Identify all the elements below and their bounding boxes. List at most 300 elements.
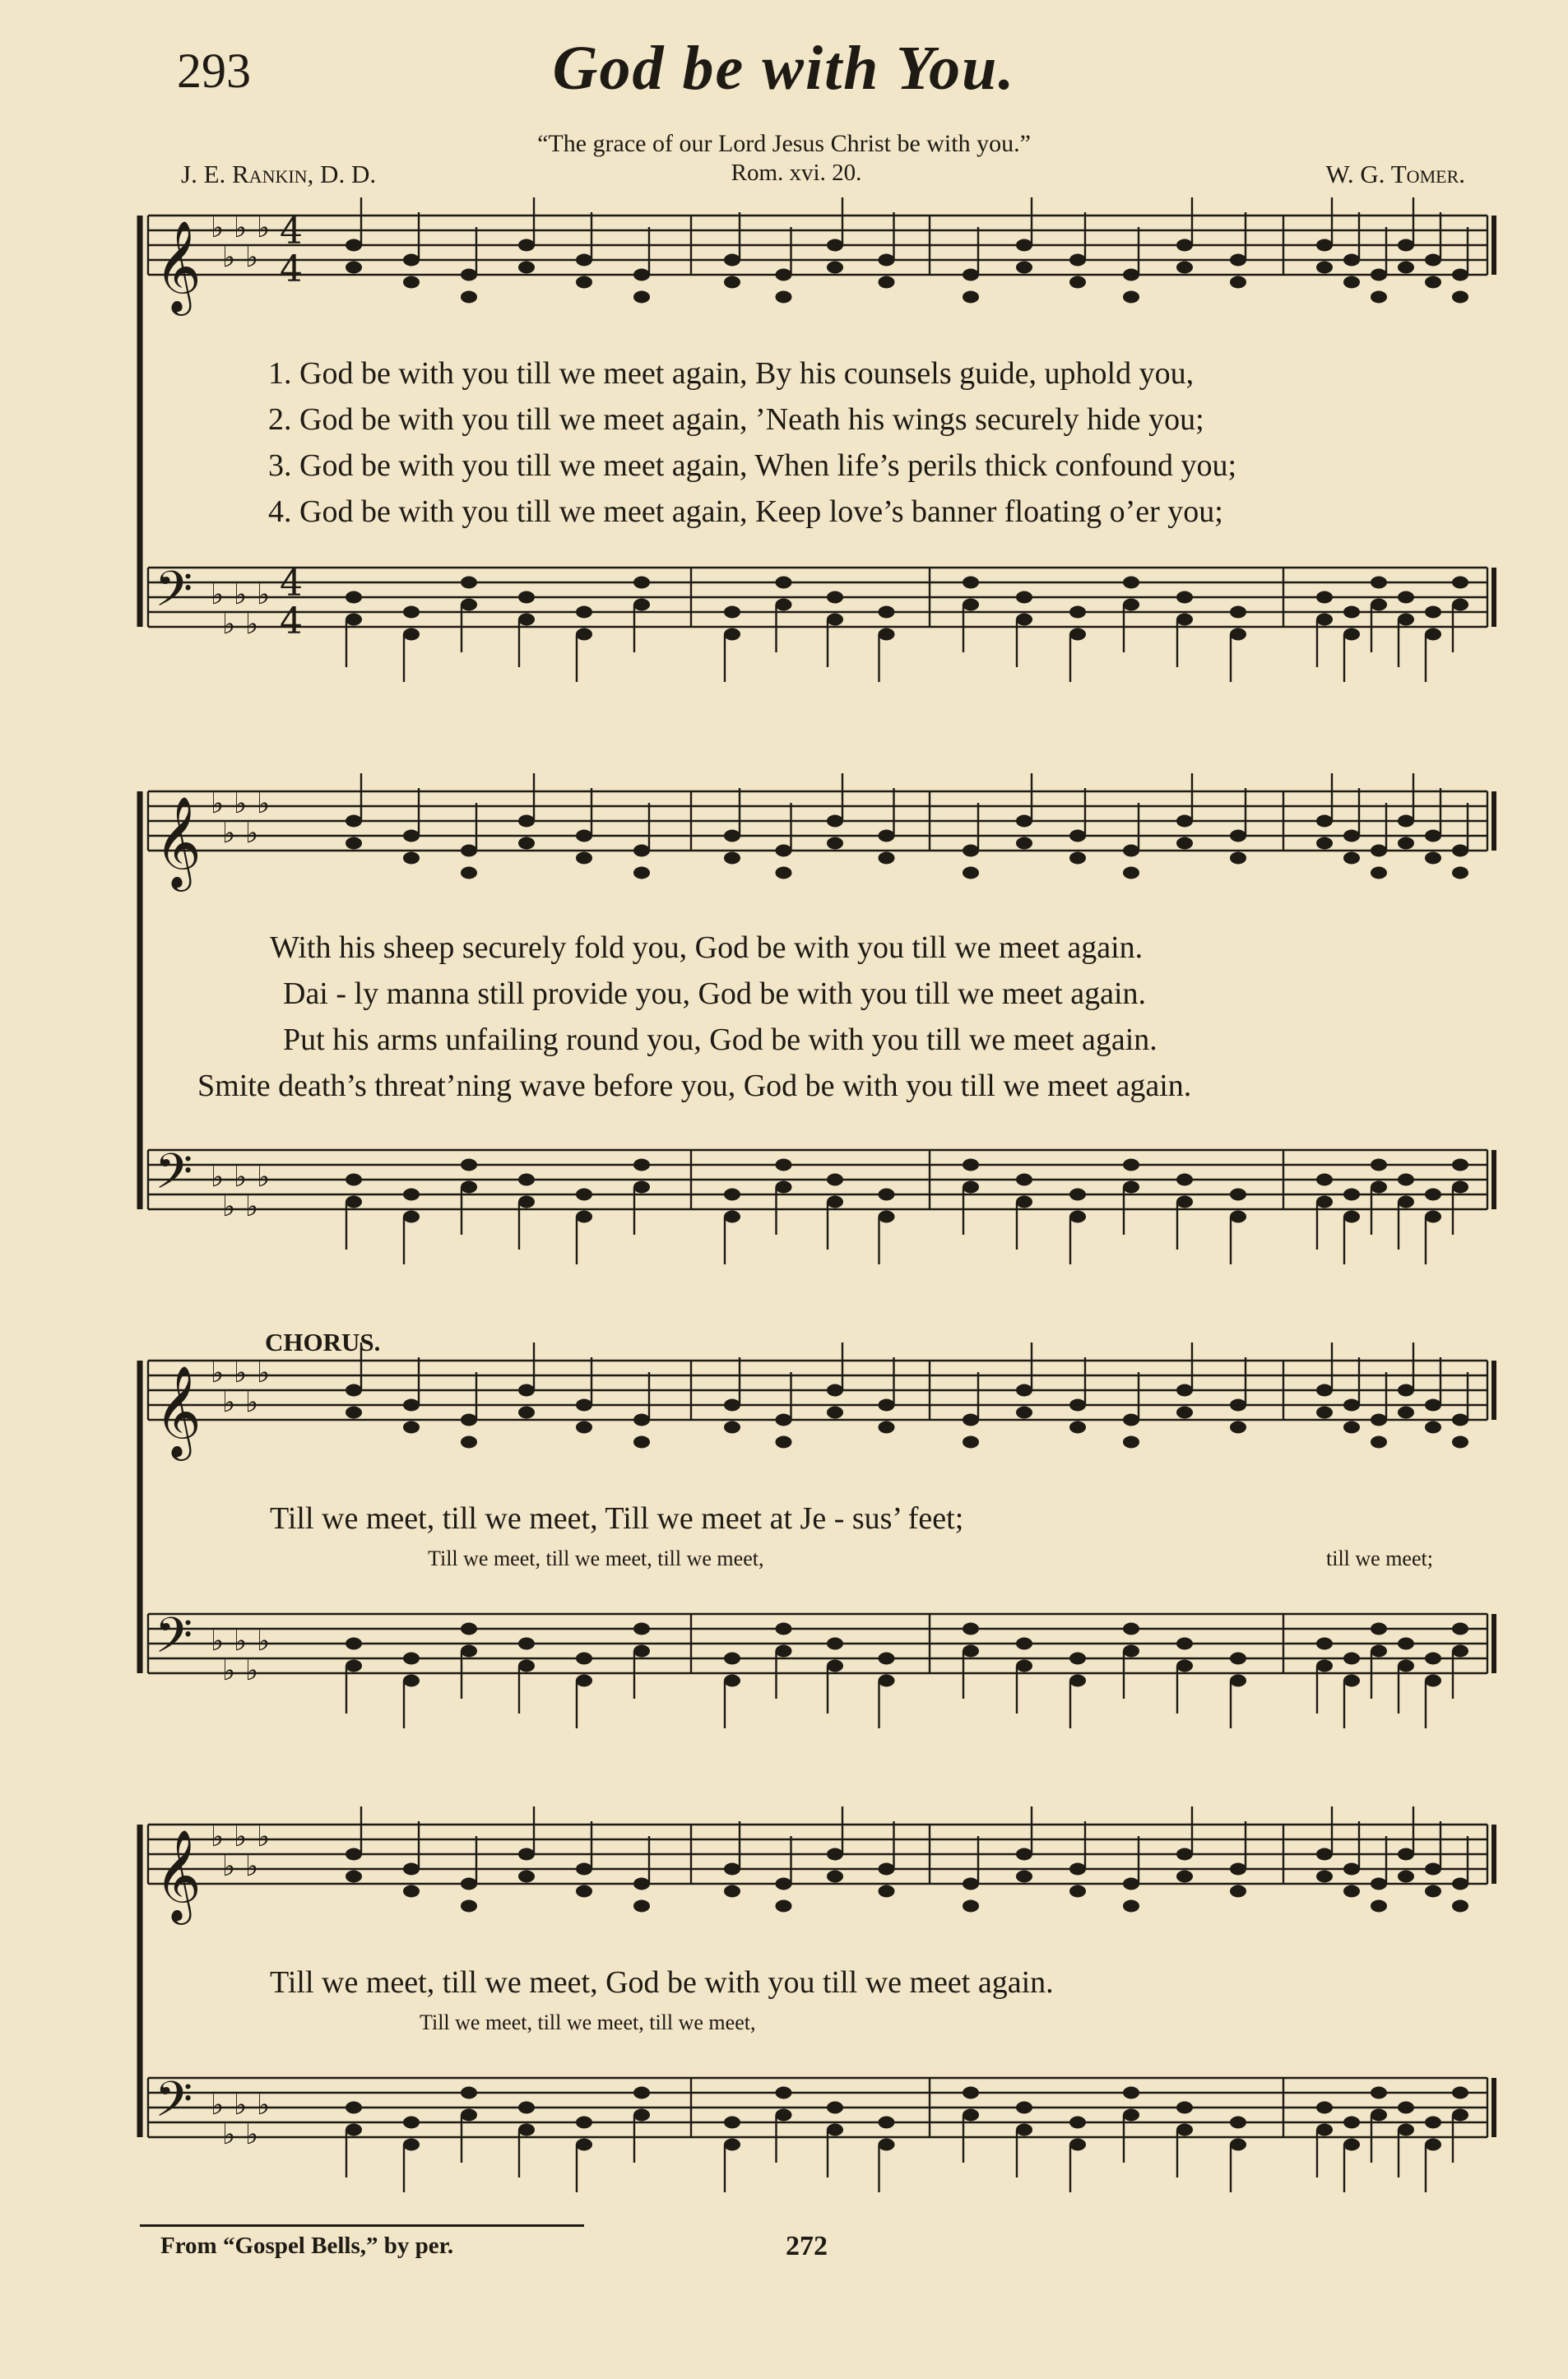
note-head bbox=[1016, 614, 1032, 626]
note-head bbox=[1452, 269, 1468, 281]
note-head bbox=[1452, 577, 1468, 589]
note-head bbox=[827, 1174, 843, 1186]
note-head bbox=[879, 1399, 895, 1412]
note-head bbox=[1016, 1638, 1032, 1650]
footer-rule bbox=[140, 2224, 584, 2227]
note-head bbox=[879, 830, 895, 842]
flat-icon: ♭ bbox=[234, 211, 248, 244]
note-head bbox=[1176, 614, 1193, 626]
note-head bbox=[346, 1384, 362, 1397]
flat-icon: ♭ bbox=[211, 1356, 225, 1389]
flat-icon: ♭ bbox=[222, 241, 236, 274]
note-head bbox=[963, 867, 979, 879]
flat-icon: ♭ bbox=[245, 1190, 259, 1223]
note-head bbox=[1016, 1196, 1032, 1208]
note-head bbox=[633, 1645, 650, 1658]
note-head bbox=[1343, 628, 1360, 641]
note-head bbox=[1343, 2139, 1360, 2151]
composer-credit: W. G. Tomer. bbox=[1325, 160, 1465, 188]
note-head bbox=[963, 1159, 979, 1171]
note-head bbox=[1316, 1407, 1333, 1419]
note-head bbox=[346, 1638, 362, 1650]
note-head bbox=[461, 577, 477, 589]
note-head bbox=[1371, 1436, 1387, 1449]
note-head bbox=[1230, 1189, 1246, 1201]
note-head bbox=[827, 837, 843, 850]
note-head bbox=[1176, 1384, 1193, 1397]
bass-clef-icon: 𝄢 bbox=[155, 560, 193, 629]
note-head bbox=[633, 1436, 650, 1449]
note-head bbox=[1425, 1421, 1441, 1434]
note-head bbox=[518, 1384, 535, 1397]
note-head bbox=[1230, 606, 1246, 619]
note-head bbox=[1371, 1878, 1387, 1890]
note-head bbox=[1371, 2087, 1387, 2099]
note-head bbox=[1343, 254, 1360, 267]
note-head bbox=[461, 269, 477, 281]
treble-clef-icon: 𝄞 bbox=[155, 795, 202, 888]
flat-icon: ♭ bbox=[257, 787, 271, 820]
note-head bbox=[576, 276, 592, 289]
note-head bbox=[1398, 1174, 1414, 1186]
note-head bbox=[724, 852, 740, 865]
time-signature-top: 4 bbox=[280, 563, 303, 605]
note-head bbox=[1123, 1436, 1139, 1449]
note-head bbox=[879, 254, 895, 267]
note-head bbox=[1425, 852, 1441, 865]
note-head bbox=[1343, 1211, 1360, 1223]
note-head bbox=[518, 1407, 535, 1419]
note-head bbox=[879, 606, 895, 619]
note-head bbox=[724, 1399, 740, 1412]
chorus-line-2: Till we meet, till we meet, God be with you till we meet again. bbox=[270, 1965, 1054, 2000]
note-head bbox=[1176, 1871, 1193, 1883]
note-head bbox=[633, 1159, 650, 1171]
note-head bbox=[1123, 291, 1139, 304]
note-head bbox=[461, 1900, 477, 1913]
note-head bbox=[776, 1436, 792, 1449]
note-head bbox=[776, 599, 792, 611]
note-head bbox=[879, 276, 895, 289]
note-head bbox=[1069, 1675, 1086, 1687]
note-head bbox=[1069, 606, 1086, 619]
note-head bbox=[346, 591, 362, 604]
note-head bbox=[963, 577, 979, 589]
note-head bbox=[879, 1675, 895, 1687]
note-head bbox=[1316, 614, 1333, 626]
note-head bbox=[346, 262, 362, 274]
note-head bbox=[518, 1660, 535, 1672]
note-head bbox=[1371, 1645, 1387, 1658]
note-head bbox=[403, 1421, 420, 1434]
note-head bbox=[576, 606, 592, 619]
note-head bbox=[403, 1653, 420, 1665]
note-head bbox=[1123, 867, 1139, 879]
flat-icon: ♭ bbox=[234, 1161, 248, 1194]
note-head bbox=[1230, 628, 1246, 641]
note-head bbox=[403, 276, 420, 289]
note-head bbox=[1123, 845, 1139, 857]
note-head bbox=[963, 599, 979, 611]
note-head bbox=[518, 1871, 535, 1883]
note-head bbox=[776, 1645, 792, 1658]
note-head bbox=[576, 830, 592, 842]
flat-icon: ♭ bbox=[222, 1850, 236, 1883]
note-head bbox=[518, 239, 535, 252]
verse-1-line-1: 1. God be with you till we meet again, By his counsels guide, uphold you, bbox=[268, 356, 1195, 391]
note-head bbox=[724, 1189, 740, 1201]
note-head bbox=[879, 1863, 895, 1876]
note-head bbox=[1316, 1871, 1333, 1883]
note-head bbox=[1452, 1436, 1468, 1449]
note-head bbox=[1371, 1181, 1387, 1194]
note-head bbox=[1398, 591, 1414, 604]
note-head bbox=[1316, 1384, 1333, 1397]
note-head bbox=[633, 1623, 650, 1635]
note-head bbox=[1371, 1159, 1387, 1171]
flat-icon: ♭ bbox=[234, 1625, 248, 1658]
note-head bbox=[576, 254, 592, 267]
note-head bbox=[1398, 614, 1414, 626]
note-head bbox=[576, 2117, 592, 2129]
note-head bbox=[518, 262, 535, 274]
note-head bbox=[1343, 606, 1360, 619]
note-head bbox=[1343, 852, 1360, 865]
flat-icon: ♭ bbox=[257, 2089, 271, 2122]
note-head bbox=[879, 1211, 895, 1223]
note-head bbox=[1452, 599, 1468, 611]
note-head bbox=[1371, 599, 1387, 611]
time-signature-top: 4 bbox=[280, 211, 303, 253]
note-head bbox=[1425, 1399, 1441, 1412]
note-head bbox=[1425, 1211, 1441, 1223]
note-head bbox=[1316, 1174, 1333, 1186]
note-head bbox=[827, 2124, 843, 2136]
note-head bbox=[879, 2117, 895, 2129]
note-head bbox=[776, 1878, 792, 1890]
treble-clef-icon: 𝄞 bbox=[155, 1829, 202, 1921]
note-head bbox=[724, 606, 740, 619]
note-head bbox=[1123, 599, 1139, 611]
flat-icon: ♭ bbox=[222, 608, 236, 641]
note-head bbox=[1069, 1189, 1086, 1201]
flat-icon: ♭ bbox=[234, 578, 248, 611]
note-head bbox=[1176, 815, 1193, 828]
note-head bbox=[963, 2087, 979, 2099]
note-head bbox=[1016, 1384, 1032, 1397]
note-head bbox=[576, 1675, 592, 1687]
note-head bbox=[1316, 837, 1333, 850]
note-head bbox=[724, 1653, 740, 1665]
note-head bbox=[518, 2102, 535, 2114]
verse-3-line-1: 3. God be with you till we meet again, When life’s perils thick confound you; bbox=[268, 448, 1237, 483]
note-head bbox=[576, 1399, 592, 1412]
note-head bbox=[1425, 1885, 1441, 1898]
note-head bbox=[1343, 1675, 1360, 1687]
note-head bbox=[1176, 1407, 1193, 1419]
note-head bbox=[1016, 1174, 1032, 1186]
note-head bbox=[724, 1211, 740, 1223]
note-head bbox=[518, 1848, 535, 1861]
note-head bbox=[1398, 239, 1414, 252]
verse-4-line-1: 4. God be with you till we meet again, Keep love’s banner floating o’er you; bbox=[268, 494, 1223, 529]
note-head bbox=[1016, 591, 1032, 604]
note-head bbox=[403, 2117, 420, 2129]
note-head bbox=[963, 1436, 979, 1449]
note-head bbox=[633, 1181, 650, 1194]
note-head bbox=[827, 1660, 843, 1672]
note-head bbox=[1343, 2117, 1360, 2129]
note-head bbox=[1398, 1384, 1414, 1397]
note-head bbox=[1398, 1660, 1414, 1672]
note-head bbox=[403, 1863, 420, 1876]
note-head bbox=[403, 1885, 420, 1898]
note-head bbox=[1230, 2117, 1246, 2129]
flat-icon: ♭ bbox=[245, 1850, 259, 1883]
note-head bbox=[1123, 1900, 1139, 1913]
note-head bbox=[1398, 2102, 1414, 2114]
flat-icon: ♭ bbox=[222, 817, 236, 850]
note-head bbox=[1316, 2124, 1333, 2136]
note-head bbox=[1176, 1196, 1193, 1208]
hymn-number: 293 bbox=[177, 44, 251, 98]
note-head bbox=[1230, 1885, 1246, 1898]
note-head bbox=[1371, 269, 1387, 281]
note-head bbox=[518, 1174, 535, 1186]
note-head bbox=[461, 867, 477, 879]
note-head bbox=[346, 614, 362, 626]
note-head bbox=[461, 845, 477, 857]
note-head bbox=[1123, 2087, 1139, 2099]
note-head bbox=[1016, 837, 1032, 850]
note-head bbox=[461, 1623, 477, 1635]
note-head bbox=[776, 2109, 792, 2122]
note-head bbox=[776, 867, 792, 879]
note-head bbox=[1016, 239, 1032, 252]
note-head bbox=[1176, 262, 1193, 274]
note-head bbox=[1176, 1638, 1193, 1650]
note-head bbox=[776, 1623, 792, 1635]
note-head bbox=[1452, 1623, 1468, 1635]
note-head bbox=[1123, 2109, 1139, 2122]
note-head bbox=[724, 2139, 740, 2151]
note-head bbox=[403, 830, 420, 842]
time-signature-bottom: 4 bbox=[280, 601, 303, 642]
note-head bbox=[963, 845, 979, 857]
note-head bbox=[1398, 1848, 1414, 1861]
note-head bbox=[1452, 1900, 1468, 1913]
note-head bbox=[1452, 1414, 1468, 1426]
flat-icon: ♭ bbox=[211, 1820, 225, 1853]
note-head bbox=[576, 1863, 592, 1876]
note-head bbox=[403, 1399, 420, 1412]
note-head bbox=[1123, 1645, 1139, 1658]
author-credit: J. E. Rankin, D. D. bbox=[181, 160, 377, 188]
note-head bbox=[1398, 1871, 1414, 1883]
note-head bbox=[1398, 815, 1414, 828]
note-head bbox=[403, 1189, 420, 1201]
note-head bbox=[1123, 1159, 1139, 1171]
note-head bbox=[576, 628, 592, 641]
note-head bbox=[1176, 1848, 1193, 1861]
note-head bbox=[1176, 591, 1193, 604]
note-head bbox=[1069, 276, 1086, 289]
note-head bbox=[1343, 1863, 1360, 1876]
note-head bbox=[1316, 591, 1333, 604]
note-head bbox=[633, 2087, 650, 2099]
note-head bbox=[1069, 628, 1086, 641]
note-head bbox=[576, 1653, 592, 1665]
flat-icon: ♭ bbox=[257, 1161, 271, 1194]
note-head bbox=[1452, 2087, 1468, 2099]
note-head bbox=[1069, 254, 1086, 267]
note-head bbox=[1398, 2124, 1414, 2136]
note-head bbox=[724, 1675, 740, 1687]
note-head bbox=[827, 614, 843, 626]
flat-icon: ♭ bbox=[257, 1625, 271, 1658]
note-head bbox=[461, 1436, 477, 1449]
note-head bbox=[1371, 1623, 1387, 1635]
note-head bbox=[1452, 1159, 1468, 1171]
note-head bbox=[518, 815, 535, 828]
note-head bbox=[461, 1645, 477, 1658]
note-head bbox=[827, 1638, 843, 1650]
note-head bbox=[346, 815, 362, 828]
note-head bbox=[1069, 1885, 1086, 1898]
note-head bbox=[1069, 830, 1086, 842]
note-head bbox=[963, 1900, 979, 1913]
flat-icon: ♭ bbox=[234, 1820, 248, 1853]
note-head bbox=[1230, 276, 1246, 289]
note-head bbox=[576, 852, 592, 865]
note-head bbox=[403, 628, 420, 641]
note-head bbox=[776, 1181, 792, 1194]
flat-icon: ♭ bbox=[245, 1386, 259, 1419]
note-head bbox=[827, 239, 843, 252]
note-head bbox=[1069, 2117, 1086, 2129]
note-head bbox=[518, 591, 535, 604]
note-head bbox=[461, 2109, 477, 2122]
note-head bbox=[776, 269, 792, 281]
note-head bbox=[724, 1863, 740, 1876]
treble-clef-icon: 𝄞 bbox=[155, 220, 202, 312]
note-head bbox=[963, 1623, 979, 1635]
note-head bbox=[1425, 1675, 1441, 1687]
note-head bbox=[346, 2102, 362, 2114]
note-head bbox=[1425, 1653, 1441, 1665]
note-head bbox=[1123, 1878, 1139, 1890]
flat-icon: ♭ bbox=[222, 2118, 236, 2151]
note-head bbox=[827, 262, 843, 274]
note-head bbox=[724, 1421, 740, 1434]
note-head bbox=[776, 845, 792, 857]
note-head bbox=[963, 2109, 979, 2122]
chorus-line-1-bass: Till we meet, till we meet, till we meet, bbox=[428, 1547, 764, 1570]
note-head bbox=[461, 1878, 477, 1890]
bass-clef-icon: 𝄢 bbox=[155, 2071, 193, 2140]
note-head bbox=[1452, 845, 1468, 857]
note-head bbox=[1343, 1399, 1360, 1412]
flat-icon: ♭ bbox=[245, 241, 259, 274]
note-head bbox=[1123, 269, 1139, 281]
note-head bbox=[633, 291, 650, 304]
note-head bbox=[1016, 262, 1032, 274]
note-head bbox=[776, 1900, 792, 1913]
note-head bbox=[1069, 1863, 1086, 1876]
page-number: 272 bbox=[786, 2231, 828, 2261]
note-head bbox=[1016, 2102, 1032, 2114]
flat-icon: ♭ bbox=[257, 211, 271, 244]
note-head bbox=[776, 1414, 792, 1426]
note-head bbox=[1230, 1211, 1246, 1223]
flat-icon: ♭ bbox=[222, 1654, 236, 1687]
time-signature-bottom: 4 bbox=[280, 248, 303, 290]
note-head bbox=[461, 599, 477, 611]
note-head bbox=[963, 291, 979, 304]
chorus-line-2-bass: Till we meet, till we meet, till we meet, bbox=[420, 2010, 756, 2034]
note-head bbox=[724, 628, 740, 641]
note-head bbox=[576, 1885, 592, 1898]
note-head bbox=[827, 1848, 843, 1861]
verse-1-line-2: With his sheep securely fold you, God be with you till we meet again. bbox=[270, 930, 1144, 965]
note-head bbox=[879, 1885, 895, 1898]
note-head bbox=[1016, 1848, 1032, 1861]
note-head bbox=[461, 2087, 477, 2099]
note-head bbox=[1452, 1181, 1468, 1194]
note-head bbox=[1452, 1878, 1468, 1890]
flat-icon: ♭ bbox=[211, 787, 225, 820]
note-head bbox=[827, 1196, 843, 1208]
flat-icon: ♭ bbox=[257, 1356, 271, 1389]
note-head bbox=[518, 614, 535, 626]
note-head bbox=[1343, 276, 1360, 289]
note-head bbox=[1230, 254, 1246, 267]
note-head bbox=[776, 577, 792, 589]
note-head bbox=[1425, 276, 1441, 289]
flat-icon: ♭ bbox=[245, 817, 259, 850]
note-head bbox=[461, 1414, 477, 1426]
flat-icon: ♭ bbox=[222, 1386, 236, 1419]
note-head bbox=[1123, 1414, 1139, 1426]
note-head bbox=[1371, 2109, 1387, 2122]
flat-icon: ♭ bbox=[234, 2089, 248, 2122]
note-head bbox=[461, 1159, 477, 1171]
note-head bbox=[1316, 1196, 1333, 1208]
note-head bbox=[518, 837, 535, 850]
note-head bbox=[1069, 1421, 1086, 1434]
note-head bbox=[1316, 2102, 1333, 2114]
note-head bbox=[1316, 1848, 1333, 1861]
note-head bbox=[576, 2139, 592, 2151]
note-head bbox=[1425, 2117, 1441, 2129]
note-head bbox=[403, 606, 420, 619]
note-head bbox=[1123, 1623, 1139, 1635]
note-head bbox=[346, 1848, 362, 1861]
note-head bbox=[1069, 1653, 1086, 1665]
note-head bbox=[1016, 2124, 1032, 2136]
note-head bbox=[1230, 1421, 1246, 1434]
hymn-title: God be with You. bbox=[552, 34, 1016, 103]
note-head bbox=[1452, 1645, 1468, 1658]
flat-icon: ♭ bbox=[211, 211, 225, 244]
note-head bbox=[1343, 830, 1360, 842]
note-head bbox=[1371, 291, 1387, 304]
note-head bbox=[963, 1878, 979, 1890]
note-head bbox=[724, 254, 740, 267]
note-head bbox=[1016, 1660, 1032, 1672]
chorus-line-1: Till we meet, till we meet, Till we meet at Je - sus’ feet; bbox=[270, 1501, 964, 1536]
note-head bbox=[1230, 1675, 1246, 1687]
